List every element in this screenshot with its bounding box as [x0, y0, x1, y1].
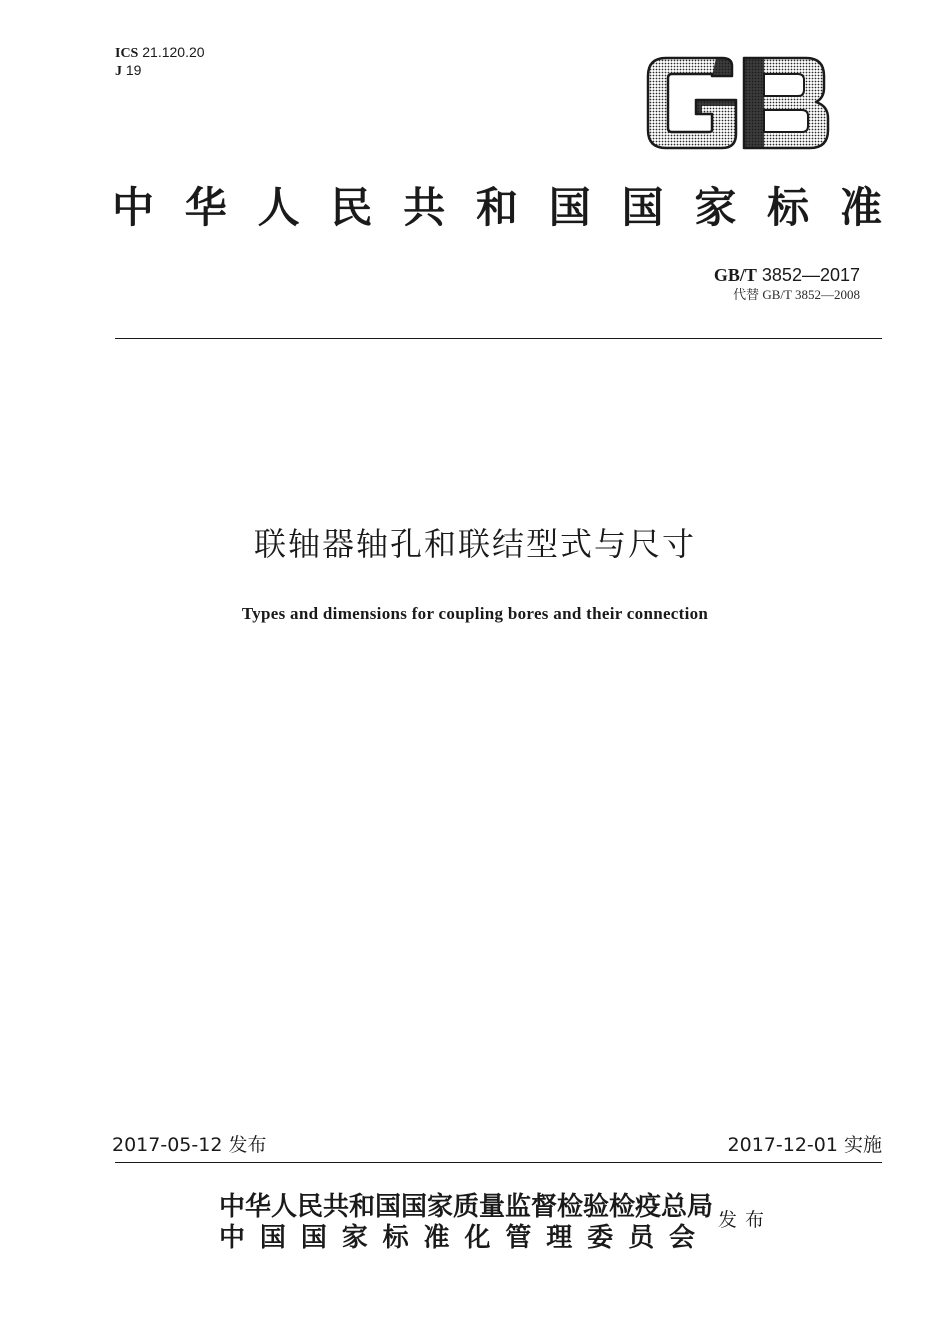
- ccs-label: J: [115, 64, 122, 79]
- publish-date: 2017-05-12 发布: [112, 1134, 267, 1156]
- replaces-standard: 代替 GB/T 3852—2008: [733, 287, 860, 302]
- standard-number-value: 3852—2017: [761, 265, 860, 285]
- effective-date: 2017-12-01 实施: [727, 1134, 882, 1156]
- document-title-english: Types and dimensions for coupling bores and their connection: [241, 604, 709, 623]
- issue-label: 发布: [718, 1209, 773, 1231]
- ccs-code: 19: [125, 62, 142, 78]
- document-title-chinese: 联轴器轴孔和联结型式与尺寸: [253, 525, 696, 563]
- standard-number: [714, 264, 860, 286]
- bottom-divider: [115, 1162, 882, 1163]
- national-standard-title: 中华人民共和国国家标准: [112, 183, 882, 232]
- ics-line: [115, 44, 205, 62]
- ccs-line: [115, 62, 205, 80]
- classification-codes: [115, 44, 205, 80]
- issuer-sac: 中国国家标准化管理委员会: [219, 1223, 695, 1253]
- top-divider: [115, 338, 882, 339]
- issuer-aqsiq: 中华人民共和国国家质量监督检验检疫总局: [219, 1192, 714, 1222]
- gb-logo-icon: [646, 56, 830, 150]
- ics-code: 21.120.20: [142, 44, 205, 60]
- standard-number-prefix: GB/T: [713, 265, 757, 285]
- ics-label: ICS: [115, 46, 139, 61]
